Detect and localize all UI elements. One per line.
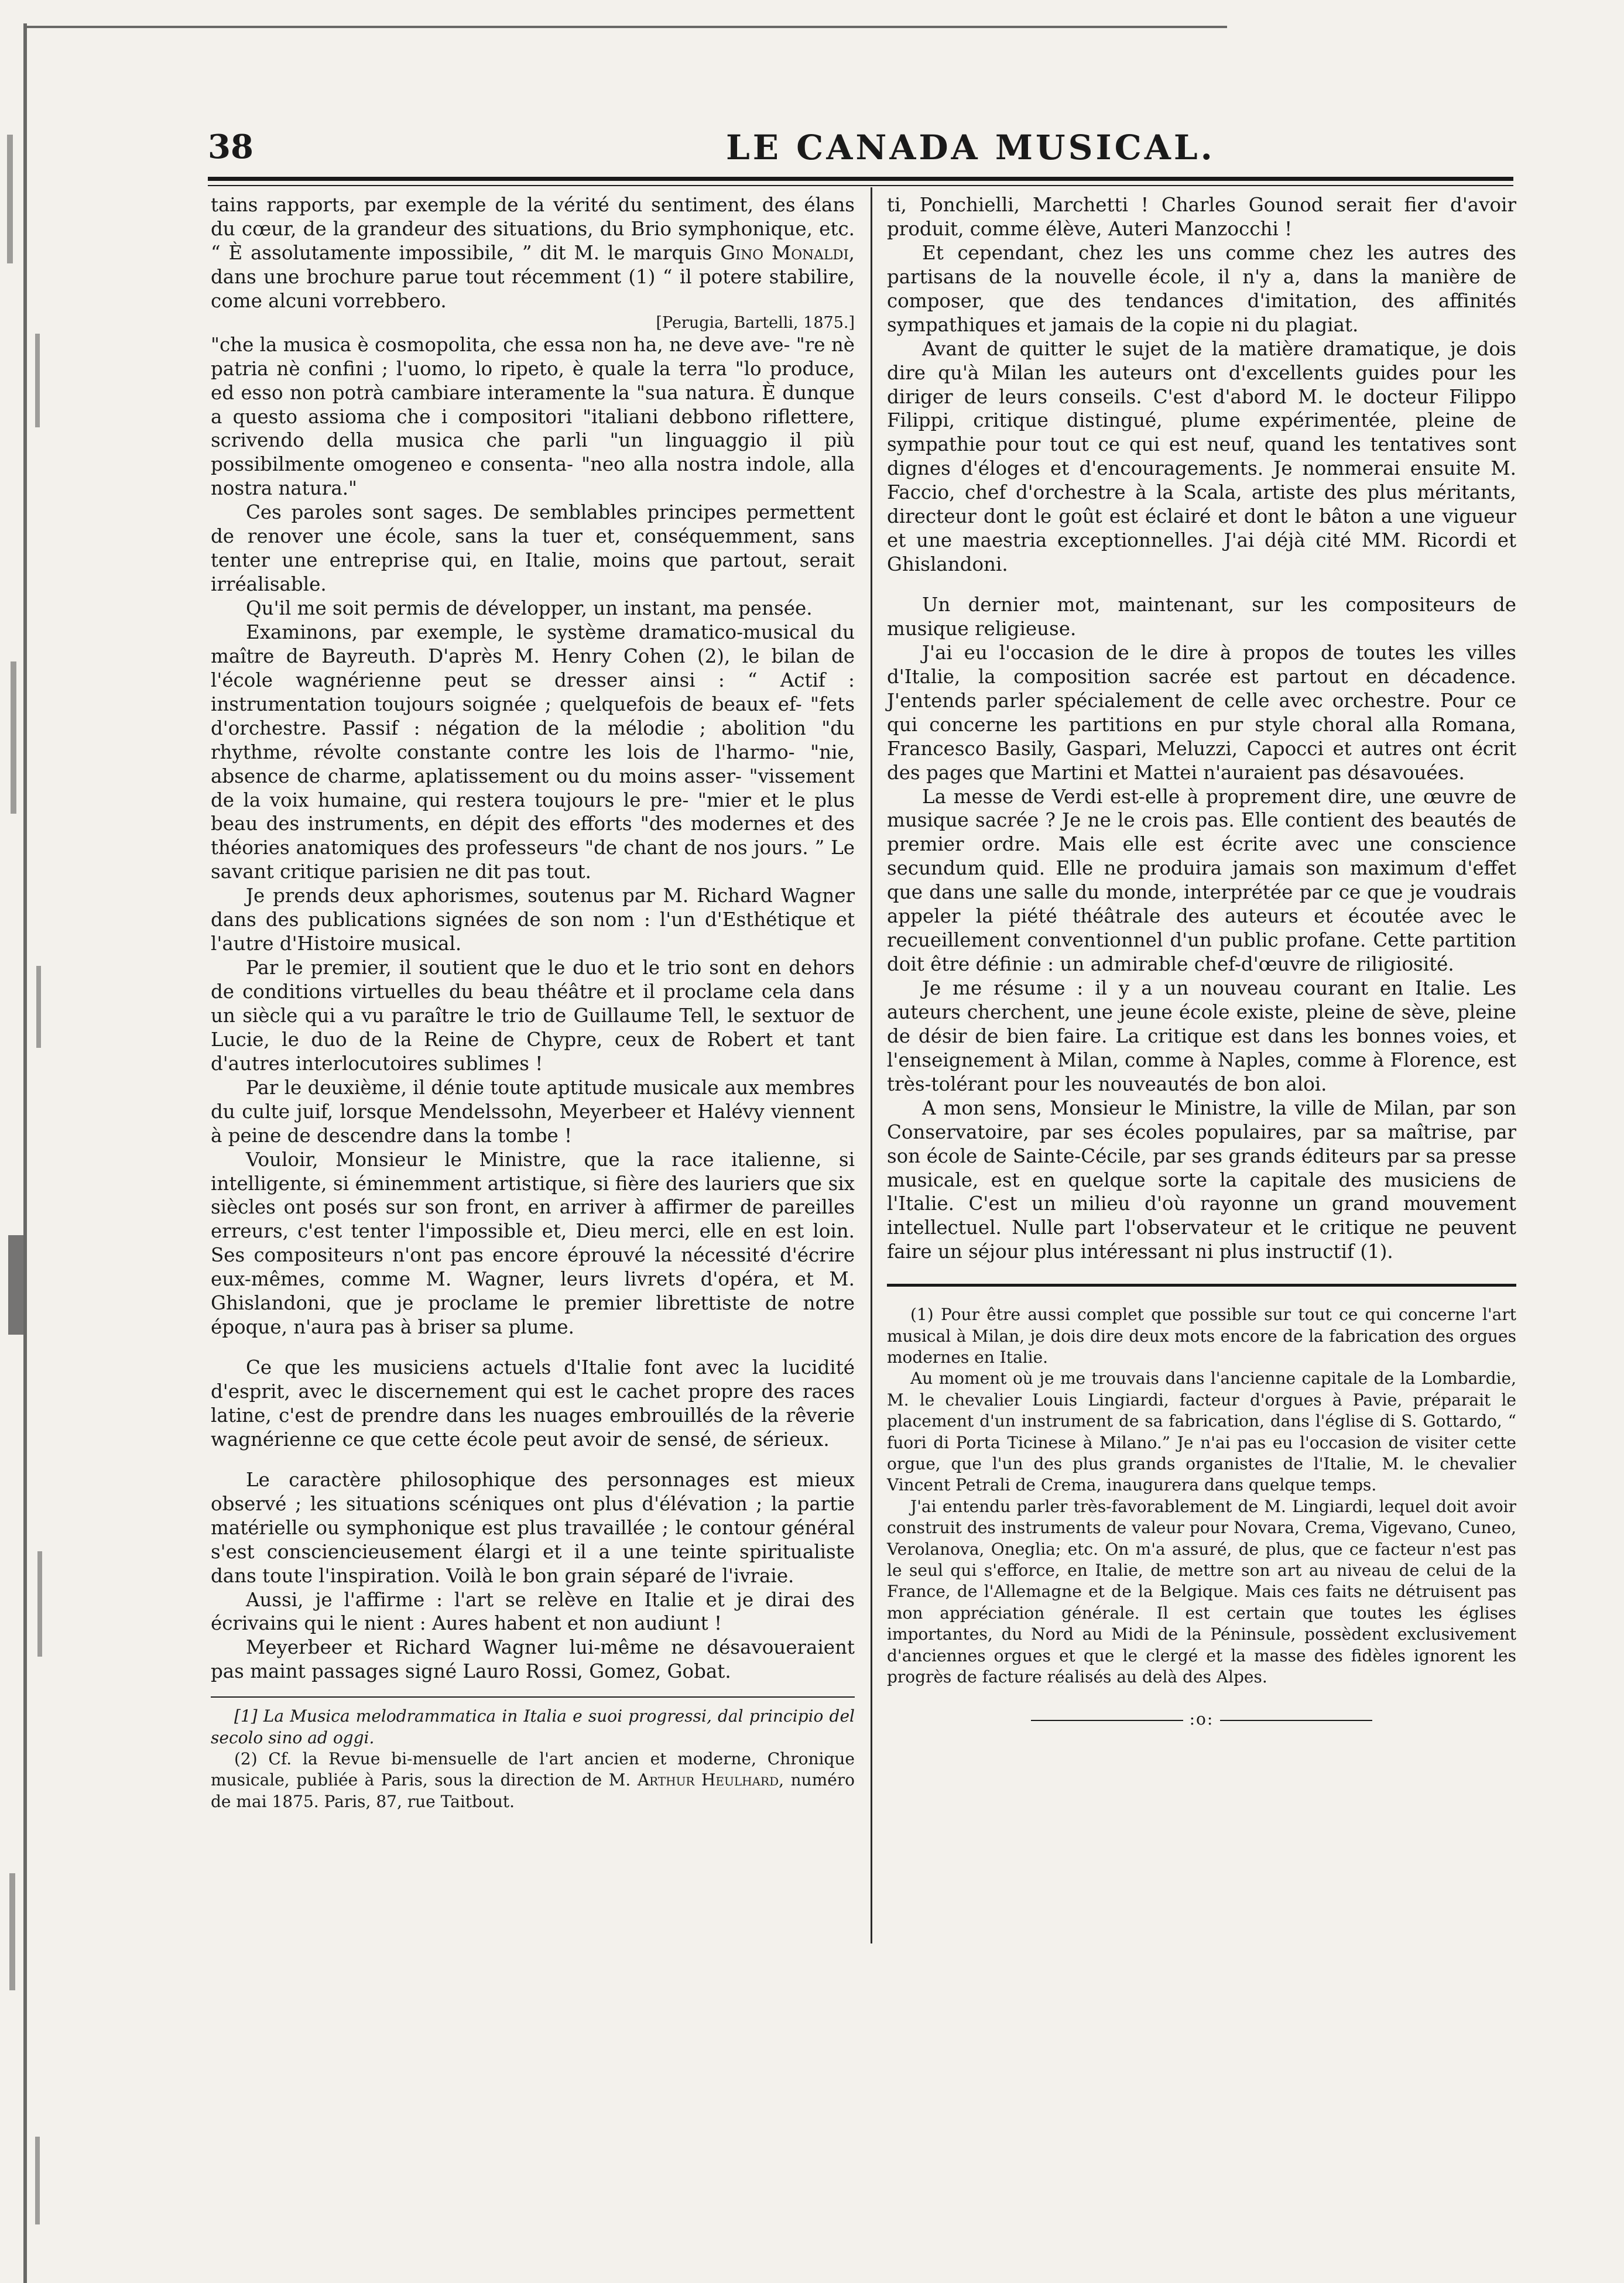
footnote: J'ai entendu parler très-favorablement de M. Lingiardi, lequel doit avoir construit des instruments de valeur pour Novara, Crema, Vigevano, Cuneo, Verolanova, Oneglia; etc. On m'a assuré, de plus, que ce facteur n'est pas le seul qui s'efforce, en Italie, de mettre son art au niveau de celui de la France, de l'Allemagne et de la Belgique. Mais ces faits ne détruisent pas mon appréciation générale. Il est certain que toutes les églises importantes, du Nord au Midi de la Péninsule, possèdent exclusivement d'anciennes orgues et que le clergé et la masse des fidèles ignorent les progrès de facture réalisés au delà des Alpes. <box>887 1496 1516 1686</box>
section-rule <box>887 1284 1516 1287</box>
footnote-rule <box>211 1696 855 1698</box>
paragraph: Aussi, je l'affirme : l'art se relève en Italie et je dirai des écrivains qui le nient : Aures habent et non audiunt ! <box>211 1588 855 1635</box>
paragraph: Je me résume : il y a un nouveau courant en Italie. Les auteurs cherchent, une jeune école existe, pleine de sève, pleine de désir de bien faire. La critique est dans les bonnes voies, et l'enseignement à Milan, comme à Naples, comme à Florence, est très-tolérant pour les nouveautés de bon aloi. <box>887 977 1516 1095</box>
paragraph: Ce que les musiciens actuels d'Italie font avec la lucidité d'esprit, avec le discernement qui est le cachet propre des races latine, c'est de prendre dans les nuages embrouillés de la rêverie wagnérienne ce que cette école peut avoir de sensé, de sérieux. <box>211 1356 855 1451</box>
paragraph: La messe de Verdi est-elle à proprement dire, une œuvre de musique sacrée ? Je ne le crois pas. Elle contient des beautés de premier ordre. Mais elle est écrite avec une conscience secundum quid. Elle ne produira jamais son maximum d'effet que dans une salle du monde, interprétée par ce que je voudrais appeler la piété théâtrale des auteurs et écoutée avec le recueillement conventionnel d'un public profane. Cette partition doit être définie : un admirable chef-d'œuvre de riligiosité. <box>887 785 1516 976</box>
column-divider <box>871 187 872 1943</box>
footnote: (2) Cf. la Revue bi-mensuelle de l'art ancien et moderne, Chronique musicale, publiée à Paris, sous la direction de M. Arthur Heulhard, numéro de mai 1875. Paris, 87, rue Taitbout. <box>211 1749 855 1811</box>
paragraph: Avant de quitter le sujet de la matière dramatique, je dois dire qu'à Milan les auteurs ont d'excellents guides pour les diriger de leurs conseils. C'est d'abord M. le docteur Filippo Filippi, critique distingué, plume expérimentée, pleine de sympathie pour tout ce qui est neuf, quand les tentatives sont dignes d'éloges et d'encouragements. Je nommerai ensuite M. Faccio, chef d'orchestre à la Scala, artiste des plus méritants, directeur dont le goût est éclairé et dont le bâton a une vigueur et une maestria exceptionnelles. J'ai déjà cité MM. Ricordi et Ghislandoni. <box>887 337 1516 576</box>
scan-edge-top <box>27 26 1227 28</box>
right-column <box>887 193 1516 1730</box>
footnotes <box>211 1706 855 1812</box>
footnote: (1) Pour être aussi complet que possible sur tout ce qui concerne l'art musical à Milan, je dois dire deux mots encore de la fabrication des orgues modernes en Italie. <box>887 1305 1516 1367</box>
paragraph: Par le deuxième, il dénie toute aptitude musicale aux membres du culte juif, lorsque Mendelssohn, Meyerbeer et Halévy viennent à peine de descendre dans la tombe ! <box>211 1076 855 1147</box>
header-rule-thin <box>208 185 1513 186</box>
footnote: [1] La Musica melodrammatica in Italia e suoi progressi, dal principio del secolo sino ad oggi. <box>211 1706 855 1747</box>
journal-title: LE CANADA MUSICAL. <box>726 128 1215 167</box>
binding-marks <box>0 88 70 2254</box>
paragraph: tains rapports, par exemple de la vérité du sentiment, des élans du cœur, de la grandeur des situations, du Brio symphonique, etc. “ È assolutamente impossibile, ” dit M. le marquis Gino Monaldi, dans une brochure parue tout récemment (1) “ il potere stabilire, come alcuni vorrebbero. <box>211 194 855 312</box>
paragraph: Un dernier mot, maintenant, sur les compositeurs de musique religieuse. <box>887 594 1516 640</box>
paragraph: ti, Ponchielli, Marchetti ! Charles Gounod serait fier d'avoir produit, comme élève, Auteri Manzocchi ! <box>887 194 1516 240</box>
page-number: 38 <box>208 128 253 166</box>
paragraph: Le caractère philosophique des personnages est mieux observé ; les situations scéniques ont plus d'élévation ; la partie matérielle ou symphonique est plus travaillée ; le contour général s'est consciencieusement élargi et il a une teinte spiritualiste dans toute l'inspiration. Voilà le bon grain séparé de l'ivraie. <box>211 1468 855 1587</box>
person-name: Gino Monaldi, <box>720 241 855 264</box>
paragraph: Examinons, par exemple, le système dramatico-musical du maître de Bayreuth. D'après M. Henry Cohen (2), le bilan de l'école wagnérienne peut se dresser ainsi : “ Actif : instrumentation toujours soignée ; quelquefois de beaux ef- "fets d'orchestre. Passif : négation de la mélodie ; abolition "du rhythme, révolte constante contre les lois de l'harmo- "nie, absence de charme, aplatissement ou du moins asser- "vissement de la voix humaine, qui restera toujours le pre- "mier et le plus beau des instruments, en dépit des efforts "des modernes et des théories anatomiques des professeurs "de chant de nos jours. ” Le savant critique parisien ne dit pas tout. <box>211 621 855 883</box>
paragraph: Et cependant, chez les uns comme chez les autres des partisans de la nouvelle école, il n'y a, dans la manière de composer, que des tendances d'imitation, des affinités sympathiques et jamais de la copie ni du plagiat. <box>887 241 1516 336</box>
header-rule <box>208 177 1513 181</box>
italian-quote: "che la musica è cosmopolita, che essa non ha, ne deve ave- "re nè patria nè confini ; l'uomo, lo ripeto, è quale la terra "lo produce, ed esso non potrà cambiare interamente la "sua natura. È dunque a questo assioma che i compositori "italiani debbono riflettere, scrivendo della musica che parli "un linguaggio il più possibilmente omogeneo e consenta- "neo alla nostra indole, alla nostra natura." <box>211 333 855 500</box>
paragraph: Meyerbeer et Richard Wagner lui-même ne désavoueraient pas maint passages signé Lauro Rossi, Gomez, Gobat. <box>211 1636 855 1683</box>
footnote: Au moment où je me trouvais dans l'ancienne capitale de la Lombardie, M. le chevalier Louis Lingiardi, facteur d'orgues à Pavie, préparait le placement d'un instrument de sa fabrication, dans l'église di S. Gottardo, “ fuori di Porta Ticinese à Milano.” Je n'ai pas eu l'occasion de visiter cette orgue, que l'un des plus grands organistes de l'Italie, M. le chevalier Vincent Petrali de Crema, inaugurera dans quelque temps. <box>887 1369 1516 1495</box>
footnotes <box>887 1304 1516 1688</box>
paragraph: J'ai eu l'occasion de le dire à propos de toutes les villes d'Italie, la composition sacrée est partout en décadence. J'entends parler spécialement de celle avec orchestre. Pour ce qui concerne les partitions en pur style choral alla Romana, Francesco Basily, Gaspari, Meluzzi, Capocci et autres ont écrit des pages que Martini et Mattei n'auraient pas désavouées. <box>887 641 1516 784</box>
paragraph: Qu'il me soit permis de développer, un instant, ma pensée. <box>246 597 813 620</box>
citation: [Perugia, Bartelli, 1875.] <box>656 313 855 332</box>
paragraph: Vouloir, Monsieur le Ministre, que la race italienne, si intelligente, si éminemment artistique, si fière des lauriers que six siècles ont posés sur son front, en arriver à affirmer de pareilles erreurs, c'est tenter l'impossible et, Dieu merci, elle en est loin. Ses compositeurs n'ont pas encore éprouvé la nécessité d'écrire eux-mêmes, comme M. Wagner, leurs livrets d'opéra, et M. Ghislandoni, que je proclame le premier librettiste de notre époque, n'aura pas à briser sa plume. <box>211 1148 855 1339</box>
end-ornament: :o: <box>887 1709 1516 1729</box>
paragraph: Par le premier, il soutient que le duo et le trio sont en dehors de conditions virtuelles du beau théâtre et il proclame cela dans un siècle qui a vu paraître le trio de Guillaume Tell, le sextuor de Lucie, le duo de la Reine de Chypre, ceux de Robert et tant d'autres interlocutoires sublimes ! <box>211 957 855 1075</box>
paragraph: Je prends deux aphorismes, soutenus par M. Richard Wagner dans des publications signées de son nom : l'un d'Esthétique et l'autre d'Histoire musical. <box>211 885 855 955</box>
paragraph: A mon sens, Monsieur le Ministre, la ville de Milan, par son Conservatoire, par ses écoles populaires, par sa maîtrise, par son école de Sainte-Cécile, par ses grands éditeurs par sa presse musicale, est en quelque sorte la capitale des musiciens de l'Italie. C'est un milieu d'où rayonne un grand mouvement intellectuel. Nulle part l'observateur et le critique ne peuvent faire un séjour plus intéressant ni plus instructif (1). <box>887 1096 1516 1263</box>
left-column <box>211 193 855 1812</box>
paragraph: Ces paroles sont sages. De semblables principes permettent de renover une école, sans la tuer et, conséquemment, sans tenter une entreprise qui, en Italie, moins que partout, serait irréalisable. <box>211 501 855 596</box>
person-name: Arthur Heulhard, <box>637 1770 784 1790</box>
